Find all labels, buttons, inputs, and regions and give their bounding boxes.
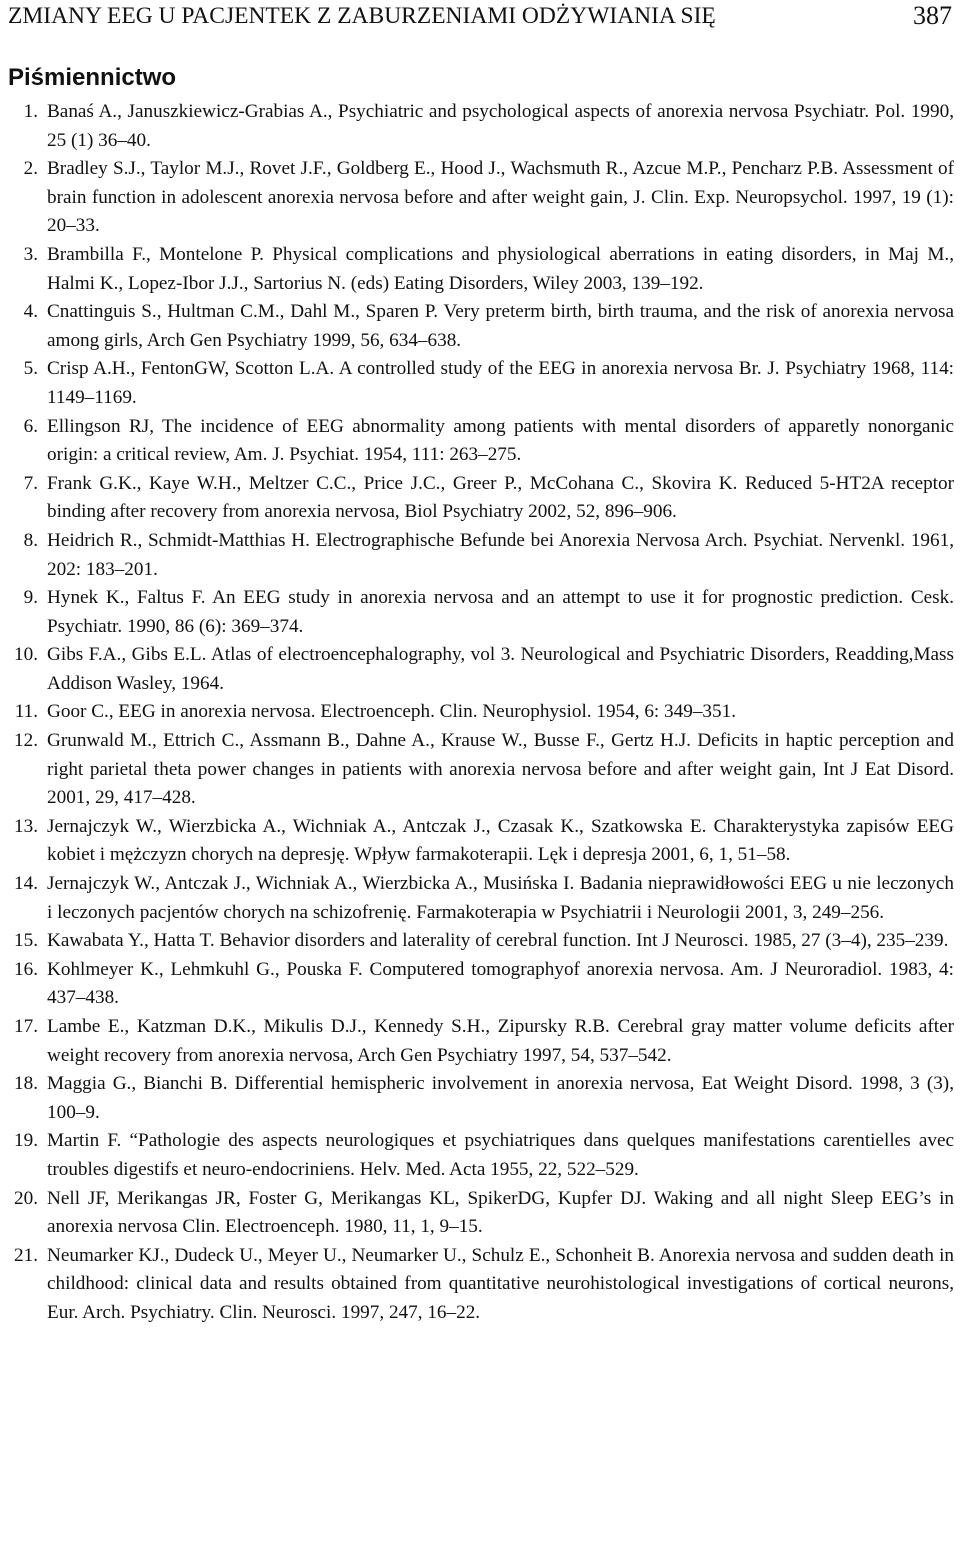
- reference-item: [0, 1070, 960, 1127]
- running-header: [8, 0, 952, 34]
- reference-number: 1.: [23, 101, 38, 122]
- reference-number: 7.: [23, 472, 38, 494]
- reference-item: [0, 927, 960, 956]
- reference-text: Kawabata Y., Hatta T. Behavior disorders and laterality of cerebral function. Int J Neurosci. 1985, 27 (3–4), 235–239.: [47, 930, 949, 952]
- reference-text: Martin F. “Pathologie des aspects neurologiques et psychiatriques dans quelques manifestations carentielles avec troubles digestifs et neuro-endocriniens. Helv. Med. Acta 1955, 22, 522–529.: [47, 1130, 954, 1180]
- reference-text: Gibs F.A., Gibs E.L. Atlas of electroencephalography, vol 3. Neurological and Psychiatric Disorders, Readding,Mass Addison Wasley, 1964.: [47, 644, 954, 694]
- reference-text: Neumarker KJ., Dudeck U., Meyer U., Neumarker U., Schulz E., Schonheit B. Anorexia nervosa and sudden death in childhood: clinical data and results obtained from quantitative neurohistological investigations of cortical neurons, Eur. Arch. Psychiatry. Clin. Neurosci. 1997, 247, 16–22.: [47, 1244, 954, 1323]
- reference-text: Banaś A., Januszkiewicz-Grabias A., Psychiatric and psychological aspects of anorexia nervosa Psychiatr. Pol. 1990, 25 (1) 36–40.: [47, 101, 954, 151]
- reference-text: Jernajczyk W., Antczak J., Wichniak A., Wierzbicka A., Musińska I. Badania nieprawidłowości EEG u nie leczonych i leczonych pacjentów chorych na schizofrenię. Farmakoterapia w Psychiatrii i Neurologii 2001, 3, 249–256.: [47, 873, 954, 923]
- reference-item: [0, 727, 960, 813]
- reference-number: 5.: [23, 358, 38, 380]
- reference-text: Frank G.K., Kaye W.H., Meltzer C.C., Price J.C., Greer P., McCohana C., Skovira K. Reduced 5-HT2A receptor binding after recovery from anorexia nervosa, Biol Psychiatry 2002, 52, 896–906.: [47, 472, 954, 523]
- reference-item: [0, 98, 960, 155]
- reference-item: [0, 698, 960, 727]
- reference-number: 4.: [23, 301, 38, 323]
- reference-item: [0, 298, 960, 355]
- reference-text: Hynek K., Faltus F. An EEG study in anorexia nervosa and an attempt to use it for prognostic prediction. Cesk. Psychiatr. 1990, 86 (6): 369–374.: [47, 587, 954, 637]
- reference-number: 2.: [23, 158, 38, 180]
- reference-text: Heidrich R., Schmidt-Matthias H. Electrographische Befunde bei Anorexia Nervosa Arch. Psychiat. Nervenkl. 1961, 202: 183–201.: [47, 529, 954, 580]
- reference-text: Crisp A.H., FentonGW, Scotton L.A. A controlled study of the EEG in anorexia nervosa Br. J. Psychiatry 1968, 114: 1149–1169.: [47, 358, 954, 408]
- reference-text: Nell JF, Merikangas JR, Foster G, Merikangas KL, SpikerDG, Kupfer DJ. Waking and all night Sleep EEG’s in anorexia nervosa Clin. Electroenceph. 1980, 11, 1, 9–15.: [47, 1187, 954, 1238]
- reference-item: [0, 1127, 960, 1184]
- reference-item: [0, 813, 960, 870]
- reference-item: [0, 241, 960, 298]
- reference-text: Lambe E., Katzman D.K., Mikulis D.J., Kennedy S.H., Zipursky R.B. Cerebral gray matter volume deficits after weight recovery from anorexia nervosa, Arch Gen Psychiatry 1997, 54, 537–542.: [47, 1016, 954, 1066]
- reference-item: [0, 155, 960, 241]
- reference-number: 12.: [14, 730, 38, 752]
- reference-item: [0, 1242, 960, 1328]
- reference-text: Grunwald M., Ettrich C., Assmann B., Dahne A., Krause W., Busse F., Gertz H.J. Deficits in haptic perception and right parietal theta power changes in patients with anorexia nervosa before and after weight gain, Int J Eat Disord. 2001, 29, 417–428.: [47, 730, 954, 809]
- reference-item: [0, 413, 960, 470]
- reference-number: 10.: [14, 644, 38, 666]
- reference-item: [0, 1185, 960, 1242]
- reference-number: 20.: [14, 1187, 38, 1209]
- reference-number: 9.: [23, 587, 38, 609]
- reference-list: [0, 98, 960, 1328]
- reference-number: 14.: [14, 873, 38, 895]
- reference-text: Cnattinguis S., Hultman C.M., Dahl M., Sparen P. Very preterm birth, birth trauma, and the risk of anorexia nervosa among girls, Arch Gen Psychiatry 1999, 56, 634–638.: [47, 301, 954, 351]
- page-number: 387: [913, 1, 952, 30]
- reference-number: 15.: [14, 930, 38, 952]
- reference-item: [0, 870, 960, 927]
- reference-item: [0, 641, 960, 698]
- reference-item: [0, 527, 960, 584]
- reference-number: 11.: [14, 701, 38, 723]
- reference-text: Maggia G., Bianchi B. Differential hemispheric involvement in anorexia nervosa, Eat Weight Disord. 1998, 3 (3), 100–9.: [47, 1073, 954, 1123]
- reference-text: Ellingson RJ, The incidence of EEG abnormality among patients with mental disorders of apparetly nonorganic origin: a critical review, Am. J. Psychiat. 1954, 111: 263–275.: [47, 415, 954, 466]
- running-title: ZMIANY EEG U PACJENTEK Z ZABURZENIAMI ODŻYWIANIA SIĘ: [8, 3, 716, 29]
- reference-item: [0, 1013, 960, 1070]
- reference-item: [0, 584, 960, 641]
- reference-text: Goor C., EEG in anorexia nervosa. Electroenceph. Clin. Neurophysiol. 1954, 6: 349–351.: [47, 701, 737, 723]
- reference-number: 16.: [14, 958, 38, 980]
- reference-item: [0, 956, 960, 1013]
- reference-number: 8.: [23, 529, 38, 551]
- reference-number: 17.: [14, 1016, 38, 1037]
- reference-number: 3.: [23, 243, 38, 265]
- reference-text: Jernajczyk W., Wierzbicka A., Wichniak A., Antczak J., Czasak K., Szatkowska E. Charakterystyka zapisów EEG kobiet i mężczyzn chorych na depresję. Wpływ farmakoterapii. Lęk i depresja 2001, 6, 1, 51–58.: [47, 815, 954, 866]
- reference-text: Brambilla F., Montelone P. Physical complications and physiological aberrations in eating disorders, in Maj M., Halmi K., Lopez-Ibor J.J., Sartorius N. (eds) Eating Disorders, Wiley 2003, 139–192.: [47, 243, 954, 294]
- reference-number: 21.: [14, 1244, 38, 1266]
- reference-number: 18.: [14, 1073, 38, 1095]
- reference-item: [0, 470, 960, 527]
- reference-item: [0, 355, 960, 412]
- reference-number: 6.: [23, 415, 38, 437]
- reference-number: 13.: [14, 815, 38, 837]
- reference-number: 19.: [14, 1130, 38, 1152]
- reference-text: Kohlmeyer K., Lehmkuhl G., Pouska F. Computered tomographyof anorexia nervosa. Am. J Neuroradiol. 1983, 4: 437–438.: [47, 958, 954, 1009]
- section-title: Piśmiennictwo: [8, 64, 177, 91]
- reference-text: Bradley S.J., Taylor M.J., Rovet J.F., Goldberg E., Hood J., Wachsmuth R., Azcue M.P., Pencharz P.B. Assessment of brain function in adolescent anorexia nervosa before and after weight gain, J. Clin. Exp. Neuropsychol. 1997, 19 (1): 20–33.: [47, 158, 954, 237]
